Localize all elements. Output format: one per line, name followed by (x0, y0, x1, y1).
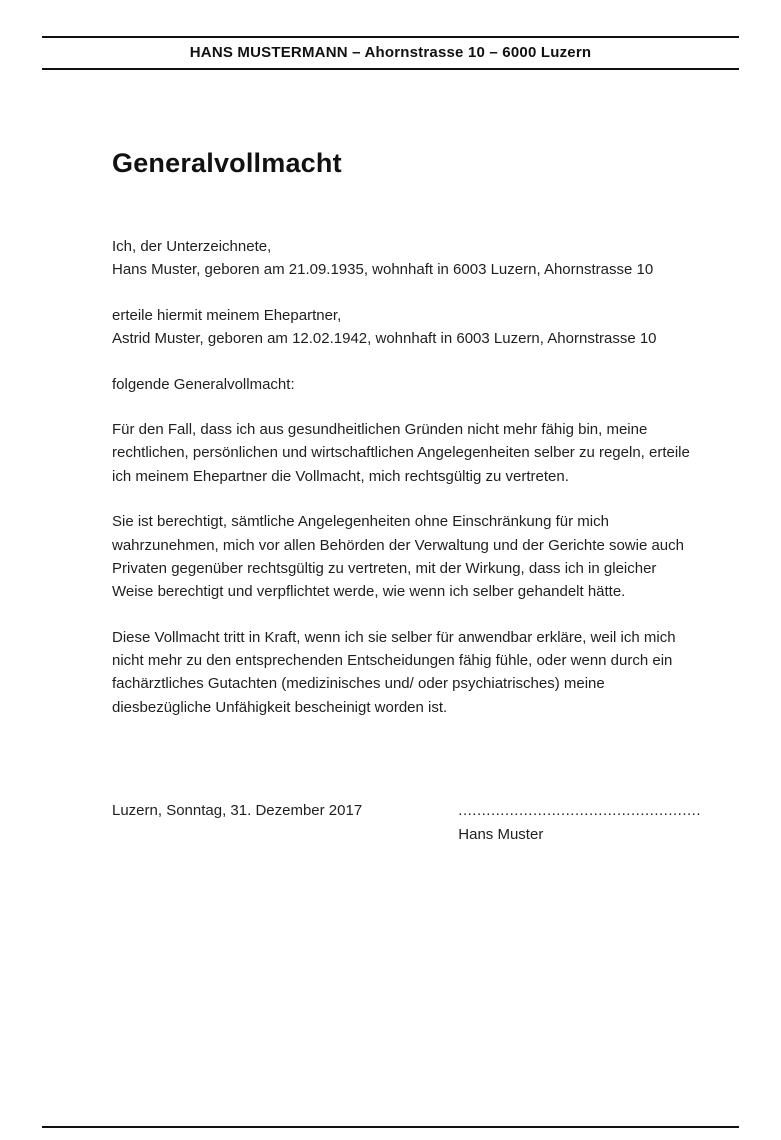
place-date: Luzern, Sonntag, 31. Dezember 2017 (112, 802, 363, 820)
document-body (112, 235, 701, 846)
document-page (0, 36, 781, 1140)
document-content (0, 148, 781, 846)
intro-principal (112, 235, 701, 282)
intro-declaration: folgende Generalvollmacht: (112, 375, 295, 393)
intro-line-2: Hans Muster, geboren am 21.09.1935, wohnhaft in 6003 Luzern, Ahornstrasse 10 (112, 261, 654, 279)
signature-name: Hans Muster (458, 825, 544, 843)
paragraph-1: Für den Fall, dass ich aus gesundheitlichen Gründen nicht mehr fähig bin, meine rechtlichen, persönlichen und wirtschaftlichen Angelegenheiten selber zu regeln, erteile ich meinem Ehepartner die Vollmacht, mich rechtsgültig zu vertreten. (112, 420, 690, 485)
document-title: Generalvollmacht (112, 148, 342, 178)
letterhead (42, 36, 739, 70)
footer-rule (42, 1126, 739, 1128)
signature-line: .................................................... (458, 802, 701, 820)
paragraph-3: Diese Vollmacht tritt in Kraft, wenn ich sie selber für anwendbar erkläre, weil ich mich nicht mehr zu den entsprechenden Entscheidungen fähig fühle, oder wenn durch ein fachärztliches Gutachten (medizinisches und/ oder psychiatrisches) meine diesbezügliche Unfähigkeit bescheinigt worden ist. (112, 628, 676, 716)
intro-line-3: erteile hiermit meinem Ehepartner, (112, 306, 342, 324)
letterhead-text: HANS MUSTERMANN – Ahornstrasse 10 – 6000 Luzern (189, 44, 592, 61)
intro-line-4: Astrid Muster, geboren am 12.02.1942, wohnhaft in 6003 Luzern, Ahornstrasse 10 (112, 330, 657, 348)
signature-block (458, 799, 701, 846)
signature-row (112, 799, 701, 846)
intro-attorney (112, 304, 701, 351)
intro-line-1: Ich, der Unterzeichnete, (112, 238, 272, 255)
paragraph-2: Sie ist berechtigt, sämtliche Angelegenheiten ohne Einschränkung für mich wahrzunehmen, mich vor allen Behörden der Verwaltung und der Gerichte sowie auch Privaten gegenüber rechtsgültig zu vertreten, mit der Wirkung, dass ich in gleicher Weise berechtigt und verpflichtet werde, wie wenn ich selber gehandelt hätte. (112, 513, 684, 601)
